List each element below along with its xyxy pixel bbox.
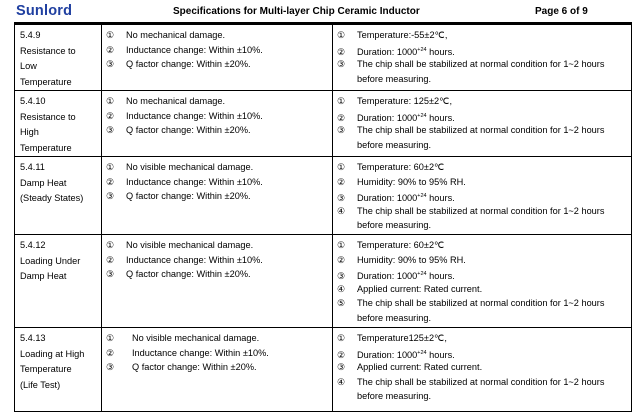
condition-item: ② Duration: $1000^{+24}$ hours.	[337, 349, 455, 360]
test-id: 5.4.9	[20, 30, 41, 40]
test-item-cell	[15, 157, 102, 235]
test-name-line: (Life Test)	[20, 379, 61, 390]
condition-continuation: before measuring.	[357, 391, 432, 401]
condition-item: ① Temperature: 60±2℃	[337, 240, 445, 250]
condition-item: ② Humidity: 90% to 95% RH.	[337, 176, 466, 187]
test-name-line: Damp Heat	[20, 271, 67, 281]
requirement-item: ② Inductance change: Within ±10%.	[106, 347, 269, 358]
requirement-item: ① No visible mechanical damage.	[106, 162, 254, 172]
test-name-line: Temperature	[20, 142, 72, 153]
requirement-item: ③ Q factor change: Within ±20%.	[106, 59, 251, 69]
table-row	[15, 91, 632, 157]
conditions-cell	[333, 157, 632, 235]
page-header	[0, 0, 634, 21]
condition-item: ④ The chip shall be stabilized at normal condition for 1~2 hours	[337, 376, 605, 387]
test-name-line: Resistance to	[20, 45, 76, 56]
test-item-cell	[15, 25, 102, 91]
spec-table	[14, 24, 632, 412]
table-row	[15, 157, 632, 235]
test-name-line: Low	[20, 61, 37, 71]
condition-item: ① Temperature:-55±2℃,	[337, 30, 448, 40]
condition-item: ⑤ The chip shall be stabilized at normal condition for 1~2 hours	[337, 298, 605, 308]
requirements-cell	[102, 25, 333, 91]
test-id: 5.4.11	[20, 162, 45, 172]
test-name-line: Loading at High	[20, 348, 85, 359]
requirement-item: ② Inductance change: Within ±10%.	[106, 176, 263, 187]
requirement-item: ① No visible mechanical damage.	[106, 240, 254, 250]
condition-item: ② Duration: $1000^{+24}$ hours.	[337, 112, 455, 123]
conditions-cell	[333, 328, 632, 412]
test-item-cell	[15, 328, 102, 412]
test-item-cell	[15, 91, 102, 157]
condition-continuation: before measuring.	[357, 73, 432, 84]
condition-item: ④ The chip shall be stabilized at normal condition for 1~2 hours	[337, 205, 605, 216]
conditions-cell	[333, 235, 632, 328]
table-row	[15, 328, 632, 412]
condition-item: ③ Applied current: Rated current.	[337, 362, 483, 372]
condition-continuation: before measuring.	[357, 220, 432, 230]
condition-item: ③ The chip shall be stabilized at normal condition for 1~2 hours	[337, 125, 605, 135]
condition-item: ③ Duration: $1000^{+24}$ hours.	[337, 193, 455, 203]
condition-item: ④ Applied current: Rated current.	[337, 283, 483, 294]
conditions-cell	[333, 91, 632, 157]
test-name-line: (Steady States)	[20, 193, 84, 203]
condition-continuation: before measuring.	[357, 139, 432, 150]
requirement-item: ③ Q factor change: Within ±20%.	[106, 269, 251, 279]
requirement-item: ③ Q factor change: Within ±20%.	[106, 362, 257, 372]
condition-item: ③ The chip shall be stabilized at normal condition for 1~2 hours	[337, 59, 605, 69]
requirements-cell	[102, 235, 333, 328]
test-name-line: High	[20, 127, 39, 137]
test-name-line: Loading Under	[20, 255, 81, 266]
requirement-item: ① No mechanical damage.	[106, 96, 226, 106]
test-item-cell	[15, 235, 102, 328]
requirements-cell	[102, 91, 333, 157]
condition-item: ② Duration: $1000^{+24}$ hours.	[337, 46, 455, 57]
requirements-cell	[102, 328, 333, 412]
requirement-item: ② Inductance change: Within ±10%.	[106, 110, 263, 121]
test-id: 5.4.10	[20, 96, 46, 106]
requirement-item: ① No visible mechanical damage.	[106, 333, 260, 343]
requirement-item: ③ Q factor change: Within ±20%.	[106, 191, 251, 201]
test-id: 5.4.13	[20, 333, 46, 343]
test-name-line: Damp Heat	[20, 177, 67, 188]
table-row	[15, 235, 632, 328]
requirement-item: ③ Q factor change: Within ±20%.	[106, 125, 251, 135]
page-number: Page 6 of 9	[535, 6, 588, 17]
document-title: Specifications for Multi-layer Chip Ceramic Inductor	[173, 6, 420, 17]
conditions-cell	[333, 25, 632, 91]
test-name-line: Resistance to	[20, 111, 76, 122]
condition-item: ① Temperature: 60±2℃	[337, 162, 445, 172]
requirement-item: ② Inductance change: Within ±10%.	[106, 44, 263, 55]
condition-item: ② Humidity: 90% to 95% RH.	[337, 254, 466, 265]
table-row	[15, 25, 632, 91]
brand-logo: Sunlord	[16, 3, 73, 19]
test-name-line: Temperature	[20, 364, 72, 374]
test-id: 5.4.12	[20, 240, 46, 250]
condition-continuation: before measuring.	[357, 312, 432, 323]
requirement-item: ② Inductance change: Within ±10%.	[106, 254, 263, 265]
test-name-line: Temperature	[20, 76, 72, 87]
condition-item: ① Temperature125±2℃,	[337, 333, 447, 343]
requirement-item: ① No mechanical damage.	[106, 30, 226, 40]
condition-item: ③ Duration: $1000^{+24}$ hours.	[337, 271, 455, 281]
condition-item: ① Temperature: 125±2℃,	[337, 96, 453, 106]
requirements-cell	[102, 157, 333, 235]
